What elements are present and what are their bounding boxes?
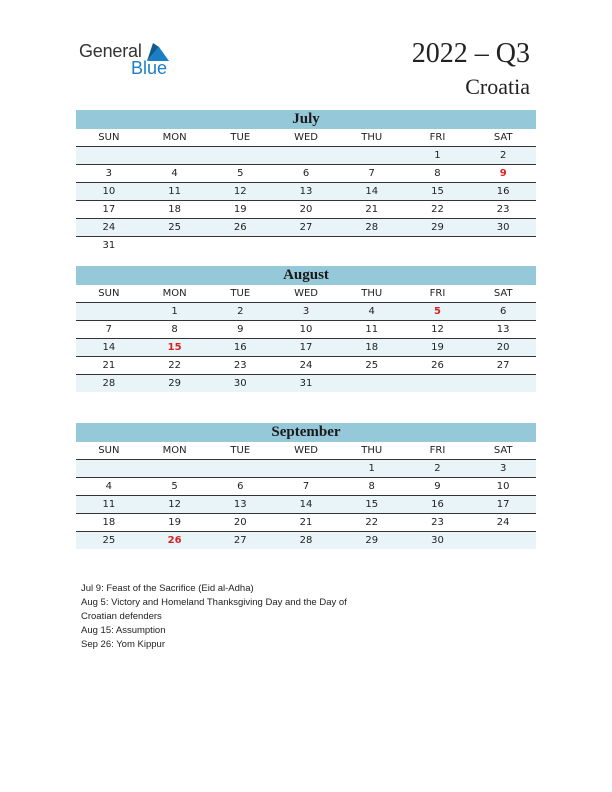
weekday-label: WED	[294, 288, 318, 299]
holiday-note: Aug 15: Assumption	[81, 625, 166, 636]
month-august	[76, 266, 536, 392]
weekday-label: TUE	[230, 288, 251, 299]
day-cell: 21	[365, 204, 379, 215]
logo	[79, 41, 179, 81]
day-cell: 11	[102, 499, 116, 510]
day-cell: 10	[496, 481, 510, 492]
day-cell: 24	[299, 360, 313, 371]
holiday-notes	[81, 582, 347, 652]
day-cell: 24	[102, 222, 116, 233]
day-cell: 4	[105, 481, 113, 492]
holiday-note: Sep 26: Yom Kippur	[81, 639, 165, 650]
weekday-label: TUE	[230, 445, 251, 456]
weekday-label: SUN	[98, 288, 120, 299]
day-cell: 1	[368, 463, 375, 474]
page-title: 2022 – Q3	[411, 38, 530, 69]
day-cell: 4	[171, 168, 178, 179]
day-cell	[207, 460, 273, 477]
day-cell: 24	[496, 517, 510, 528]
day-cell: 28	[299, 535, 313, 546]
day-cell	[76, 303, 142, 320]
day-cell: 9	[434, 481, 441, 492]
day-cell	[76, 147, 142, 164]
day-cell	[273, 147, 339, 164]
week-row	[76, 147, 536, 165]
day-cell: 19	[168, 517, 181, 528]
day-cell: 21	[102, 360, 116, 371]
day-cell: 18	[365, 342, 379, 353]
week-row	[76, 496, 536, 514]
week-row	[76, 321, 536, 339]
logo-word-blue: Blue	[131, 58, 168, 78]
week-row	[76, 532, 536, 549]
weekday-header-row	[76, 285, 536, 303]
week-row	[76, 339, 536, 357]
day-cell	[470, 532, 536, 549]
day-cell	[273, 237, 339, 254]
day-cell: 11	[168, 186, 181, 197]
day-cell: 31	[299, 378, 313, 389]
day-cell: 14	[365, 186, 379, 197]
day-cell: 15	[431, 186, 444, 197]
day-cell: 12	[233, 186, 247, 197]
day-cell: 7	[105, 324, 113, 335]
day-cell: 30	[233, 378, 247, 389]
day-cell: 13	[496, 324, 510, 335]
day-cell: 22	[431, 204, 444, 215]
month-title: July	[76, 110, 536, 129]
day-cell	[142, 147, 208, 164]
day-cell: 8	[368, 481, 375, 492]
holiday-note: Croatian defenders	[81, 611, 162, 622]
day-cell: 25	[365, 360, 379, 371]
month-title: August	[76, 266, 536, 285]
month-september	[76, 423, 536, 549]
day-cell: 27	[496, 360, 510, 371]
day-cell: 26	[431, 360, 444, 371]
weekday-label: THU	[361, 288, 383, 299]
day-cell: 16	[431, 499, 444, 510]
day-cell: 7	[368, 168, 375, 179]
day-cell: 17	[299, 342, 313, 353]
day-cell	[405, 237, 471, 254]
week-row	[76, 165, 536, 183]
day-cell: 29	[168, 378, 181, 389]
day-cell: 27	[299, 222, 313, 233]
day-cell	[142, 237, 208, 254]
day-cell: 18	[102, 517, 116, 528]
day-cell: 13	[233, 499, 247, 510]
week-row	[76, 201, 536, 219]
day-cell: 14	[102, 342, 116, 353]
day-cell: 6	[302, 168, 310, 179]
day-cell: 3	[302, 306, 310, 317]
day-cell: 20	[299, 204, 313, 215]
day-cell: 15	[365, 499, 379, 510]
weekday-header-row	[76, 442, 536, 460]
holiday-note: Aug 5: Victory and Homeland Thanksgiving Day and the Day of	[81, 597, 347, 608]
day-cell: 10	[102, 186, 116, 197]
day-cell: 2	[499, 150, 507, 161]
day-cell: 16	[233, 342, 247, 353]
month-title: September	[76, 423, 536, 442]
day-cell	[207, 237, 273, 254]
day-cell: 2	[434, 463, 441, 474]
day-cell: 29	[365, 535, 379, 546]
day-cell: 31	[102, 240, 116, 251]
weekday-header-row	[76, 129, 536, 147]
day-cell: 5	[237, 168, 244, 179]
logo-word-general: General	[79, 41, 142, 61]
weekday-label: SAT	[493, 445, 513, 456]
week-row	[76, 478, 536, 496]
weekday-label: SAT	[493, 132, 513, 143]
weekday-label: MON	[162, 445, 187, 456]
week-row	[76, 303, 536, 321]
day-cell	[273, 460, 339, 477]
day-cell: 29	[431, 222, 444, 233]
weekday-label: WED	[294, 445, 318, 456]
day-cell: 4	[368, 306, 375, 317]
day-cell: 11	[365, 324, 379, 335]
day-cell: 23	[233, 360, 247, 371]
day-cell: 13	[299, 186, 313, 197]
day-cell: 19	[233, 204, 247, 215]
day-cell: 19	[431, 342, 444, 353]
holiday-note: Jul 9: Feast of the Sacrifice (Eid al-Adha)	[81, 583, 254, 594]
day-cell: 28	[365, 222, 379, 233]
day-cell: 9	[237, 324, 244, 335]
weekday-label: WED	[294, 132, 318, 143]
day-cell: 7	[302, 481, 310, 492]
day-cell	[76, 460, 142, 477]
day-cell: 2	[237, 306, 244, 317]
day-cell: 12	[431, 324, 444, 335]
day-cell: 12	[168, 499, 181, 510]
day-cell	[207, 147, 273, 164]
day-cell	[470, 375, 536, 392]
day-cell: 8	[434, 168, 441, 179]
day-cell: 17	[102, 204, 116, 215]
day-cell: 14	[299, 499, 313, 510]
weekday-label: FRI	[429, 445, 446, 456]
holiday-day-cell: 26	[167, 535, 182, 546]
week-row	[76, 375, 536, 392]
day-cell: 8	[171, 324, 178, 335]
day-cell: 30	[431, 535, 444, 546]
weekday-label: MON	[162, 132, 187, 143]
weekday-label: THU	[361, 132, 383, 143]
country-name: Croatia	[465, 74, 530, 99]
weekday-label: SUN	[98, 445, 120, 456]
day-cell: 5	[171, 481, 178, 492]
week-row	[76, 357, 536, 375]
day-cell: 18	[168, 204, 181, 215]
day-cell: 16	[496, 186, 510, 197]
week-row	[76, 460, 536, 478]
day-cell	[142, 460, 208, 477]
day-cell	[405, 375, 471, 392]
day-cell: 28	[102, 378, 116, 389]
holiday-day-cell: 15	[167, 342, 182, 353]
holiday-day-cell: 5	[433, 306, 441, 317]
day-cell	[339, 147, 405, 164]
day-cell: 27	[233, 535, 247, 546]
day-cell: 21	[299, 517, 313, 528]
day-cell: 23	[496, 204, 510, 215]
week-row	[76, 237, 536, 254]
month-july	[76, 110, 536, 254]
day-cell	[339, 237, 405, 254]
day-cell: 26	[233, 222, 247, 233]
day-cell: 25	[168, 222, 181, 233]
week-row	[76, 183, 536, 201]
weekday-label: FRI	[429, 132, 446, 143]
weekday-label: SAT	[493, 288, 513, 299]
weekday-label: THU	[361, 445, 383, 456]
weekday-label: TUE	[230, 132, 251, 143]
day-cell: 30	[496, 222, 510, 233]
week-row	[76, 514, 536, 532]
day-cell: 10	[299, 324, 313, 335]
day-cell	[470, 237, 536, 254]
weekday-label: SUN	[98, 132, 120, 143]
day-cell: 6	[237, 481, 244, 492]
day-cell: 22	[365, 517, 379, 528]
holiday-day-cell: 9	[499, 168, 507, 179]
day-cell: 6	[499, 306, 507, 317]
week-row	[76, 219, 536, 237]
day-cell: 17	[496, 499, 510, 510]
day-cell: 22	[168, 360, 181, 371]
day-cell: 1	[171, 306, 178, 317]
day-cell: 3	[105, 168, 113, 179]
weekday-label: MON	[162, 288, 187, 299]
day-cell: 20	[233, 517, 247, 528]
day-cell	[339, 375, 405, 392]
day-cell: 23	[431, 517, 444, 528]
day-cell: 1	[434, 150, 441, 161]
day-cell: 3	[499, 463, 507, 474]
day-cell: 20	[496, 342, 510, 353]
day-cell: 25	[102, 535, 116, 546]
weekday-label: FRI	[429, 288, 446, 299]
